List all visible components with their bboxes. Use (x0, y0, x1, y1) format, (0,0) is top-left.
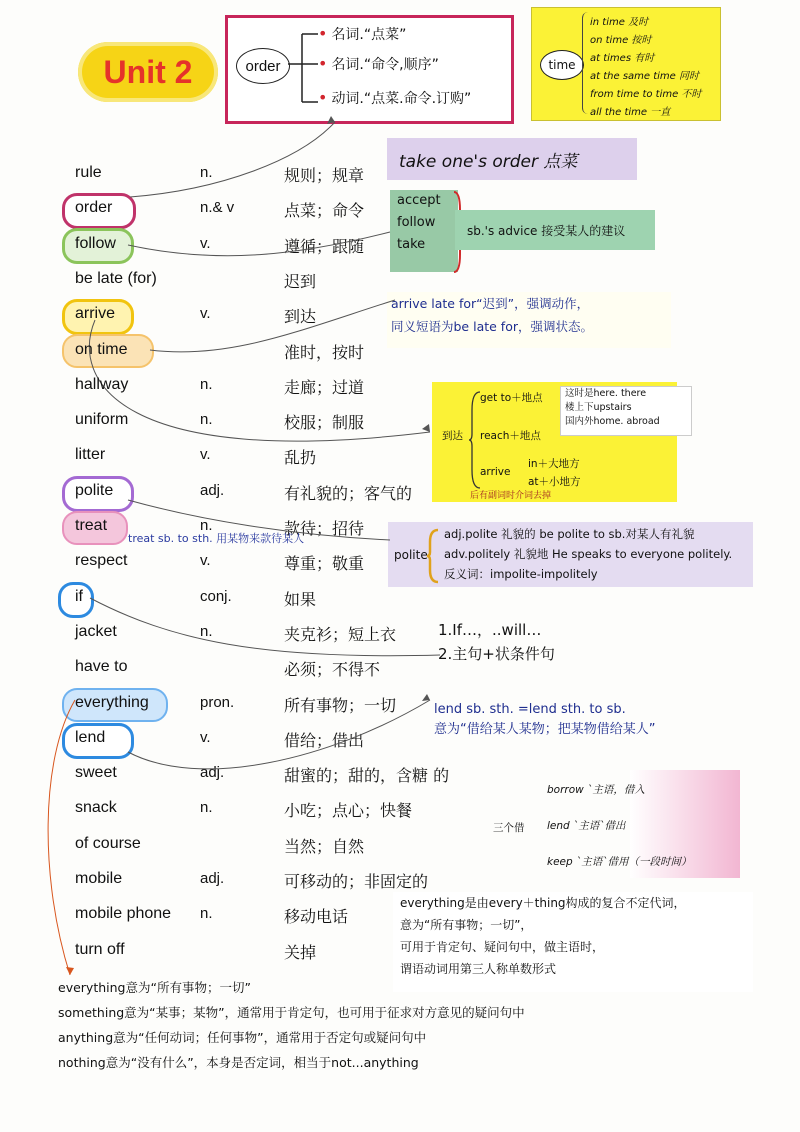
vocab-word: mobile phone (75, 905, 172, 922)
vocab-word: lend (75, 729, 106, 746)
time-phrase: at times 有时 (590, 53, 655, 64)
vocab-pos: n.& v (200, 199, 235, 216)
vocab-pos: v. (200, 235, 211, 252)
time-oval: time (540, 50, 584, 80)
vocab-word: litter (75, 446, 106, 463)
unit-title: Unit 2 (78, 42, 218, 102)
vocab-word: order (75, 199, 113, 216)
vocab-pos: n. (200, 411, 213, 428)
vocab-meaning: 校服；制服 (284, 413, 365, 432)
reach-adverb: 楼上下upstairs (565, 402, 632, 413)
vocab-word: respect (75, 552, 128, 569)
bottom-note-line: something意为“某事；某物”，通常用于肯定句，也可用于征求对方意见的疑问句中 (58, 1005, 525, 1020)
reach-reach: reach＋地点 (480, 430, 541, 442)
vocab-meaning: 迟到 (284, 272, 317, 291)
vocab-meaning: 尊重；敬重 (284, 554, 365, 573)
vocab-meaning: 所有事物；一切 (284, 696, 397, 715)
treat-note: treat sb. to sth. 用某物来款待某人 (128, 532, 305, 545)
bottom-note-line: everything意为“所有事物；一切” (58, 980, 251, 995)
advice-note: sb.'s advice 接受某人的建议 (455, 210, 655, 250)
everything-note-line: 可用于肯定句、疑问句中，做主语时， (400, 940, 605, 954)
vocab-meaning: 当然；自然 (284, 837, 365, 856)
vocab-pos: v. (200, 729, 211, 746)
vocab-word: snack (75, 799, 117, 816)
vocab-word: arrive (75, 305, 116, 322)
vocab-meaning: 移动电话 (284, 907, 349, 926)
reach-at: at＋小地方 (528, 476, 581, 488)
vocab-pos: n. (200, 517, 213, 534)
vocab-word: mobile (75, 870, 123, 887)
vocab-meaning: 走廊；过道 (284, 378, 365, 397)
everything-note-line: 谓语动词用第三人称单数形式 (400, 962, 557, 976)
vocab-pos: n. (200, 799, 213, 816)
vocab-meaning: 甜蜜的；甜的，含糖 的 (284, 766, 450, 785)
vocab-meaning: 遵循；跟随 (284, 237, 365, 256)
three-line: keep `主语`借用（一段时间） (547, 856, 692, 868)
vocab-meaning: 到达 (284, 307, 317, 326)
vocab-meaning: 必须；不得不 (284, 660, 381, 679)
reach-adverb: 这时是here. there (565, 388, 647, 399)
vocab-word: rule (75, 164, 102, 181)
time-phrase: in time 及时 (590, 17, 649, 28)
vocab-word: polite (75, 482, 114, 499)
bottom-note-line: anything意为“任何动词；任何事物”，通常用于否定句或疑问句中 (58, 1030, 427, 1045)
vocab-word: sweet (75, 764, 117, 781)
reach-in: in＋大地方 (528, 458, 580, 470)
reach-label: 到达 (442, 430, 463, 442)
vocab-meaning: 小吃；点心；快餐 (284, 801, 413, 820)
time-phrase: at the same time 同时 (590, 71, 699, 82)
three-line: lend `主语`借出 (547, 820, 626, 832)
arrive-note-line: arrive late for“迟到”，强调动作， (391, 296, 590, 311)
vocab-pos: adj. (200, 764, 225, 781)
vocab-meaning: 点菜；命令 (284, 201, 365, 220)
vocab-word: follow (75, 235, 116, 252)
accept-word: take (397, 237, 426, 252)
vocab-pos: v. (200, 446, 211, 463)
time-phrase: on time 按时 (590, 35, 652, 46)
time-phrase: from time to time 不时 (590, 89, 702, 100)
vocab-word: treat (75, 517, 108, 534)
vocab-word: jacket (75, 623, 117, 640)
vocab-pos: v. (200, 305, 211, 322)
vocab-meaning: 乱扔 (284, 448, 317, 467)
vocab-pos: v. (200, 552, 211, 569)
reach-adverb: 国内外home. abroad (565, 416, 660, 427)
vocab-word: on time (75, 341, 128, 358)
vocab-word: hallway (75, 376, 129, 393)
vocab-word: everything (75, 694, 149, 711)
bottom-note-line: nothing意为“没有什么”，本身是否定词，相当于not...anything (58, 1055, 419, 1070)
vocab-meaning: 款待；招待 (284, 519, 365, 538)
three-label: 三个借 (493, 822, 525, 834)
vocab-meaning: 规则；规章 (284, 166, 365, 185)
reach-arrive: arrive (480, 466, 511, 478)
time-phrase: all the time 一直 (590, 107, 671, 118)
if-note-line: 2.主句+状条件句 (438, 645, 555, 663)
vocab-meaning: 可移动的；非固定的 (284, 872, 429, 891)
reach-get-to: get to＋地点 (480, 392, 543, 404)
accept-word: accept (397, 193, 441, 208)
vocab-word: if (75, 588, 83, 605)
polite-line: 反义词：impolite-impolitely (444, 567, 598, 581)
vocab-pos: n. (200, 623, 213, 640)
lend-note-line: 意为“借给某人某物；把某物借给某人” (434, 722, 656, 737)
three-line: borrow `主语，借入 (547, 784, 645, 796)
vocab-pos: n. (200, 164, 213, 181)
vocab-word: turn off (75, 941, 125, 958)
everything-note-line: everything是由every＋thing构成的复合不定代词， (400, 896, 686, 910)
vocab-pos: conj. (200, 588, 232, 605)
order-sense-3: • 动词.“点菜.命令.订购” (318, 88, 472, 107)
polite-label: polite (394, 548, 428, 562)
vocab-pos: pron. (200, 694, 235, 711)
vocab-meaning: 夹克衫；短上衣 (284, 625, 397, 644)
if-note-line: 1.If…，..will… (438, 621, 542, 639)
vocab-meaning: 有礼貌的；客气的 (284, 484, 413, 503)
reach-footer: 后有副词时介词去掉 (470, 491, 552, 501)
vocab-meaning: 准时，按时 (284, 343, 365, 362)
accept-word: follow (397, 215, 436, 230)
vocab-pos: adj. (200, 482, 225, 499)
vocab-word: of course (75, 835, 141, 852)
take-order-note: take one's order 点菜 (387, 138, 637, 180)
vocab-pos: adj. (200, 870, 225, 887)
arrive-note-line: 同义短语为be late for，强调状态。 (391, 319, 593, 334)
vocab-meaning: 关掉 (284, 943, 317, 962)
polite-line: adj.polite 礼貌的 be polite to sb.对某人有礼貌 (444, 527, 695, 541)
order-sense-2: • 名词.“命令,顺序” (318, 54, 439, 73)
everything-note-line: 意为“所有事物；一切”， (400, 918, 533, 932)
vocab-meaning: 借给；借出 (284, 731, 365, 750)
order-oval: order (236, 48, 290, 84)
vocab-word: be late (for) (75, 270, 157, 287)
order-sense-1: • 名词.“点菜” (318, 24, 407, 43)
vocab-word: have to (75, 658, 128, 675)
lend-note-line: lend sb. sth. =lend sth. to sb. (434, 702, 626, 717)
vocab-meaning: 如果 (284, 590, 317, 609)
polite-line: adv.politely 礼貌地 He speaks to everyone politely. (444, 547, 733, 561)
vocab-word: uniform (75, 411, 129, 428)
vocab-pos: n. (200, 905, 213, 922)
vocab-pos: n. (200, 376, 213, 393)
